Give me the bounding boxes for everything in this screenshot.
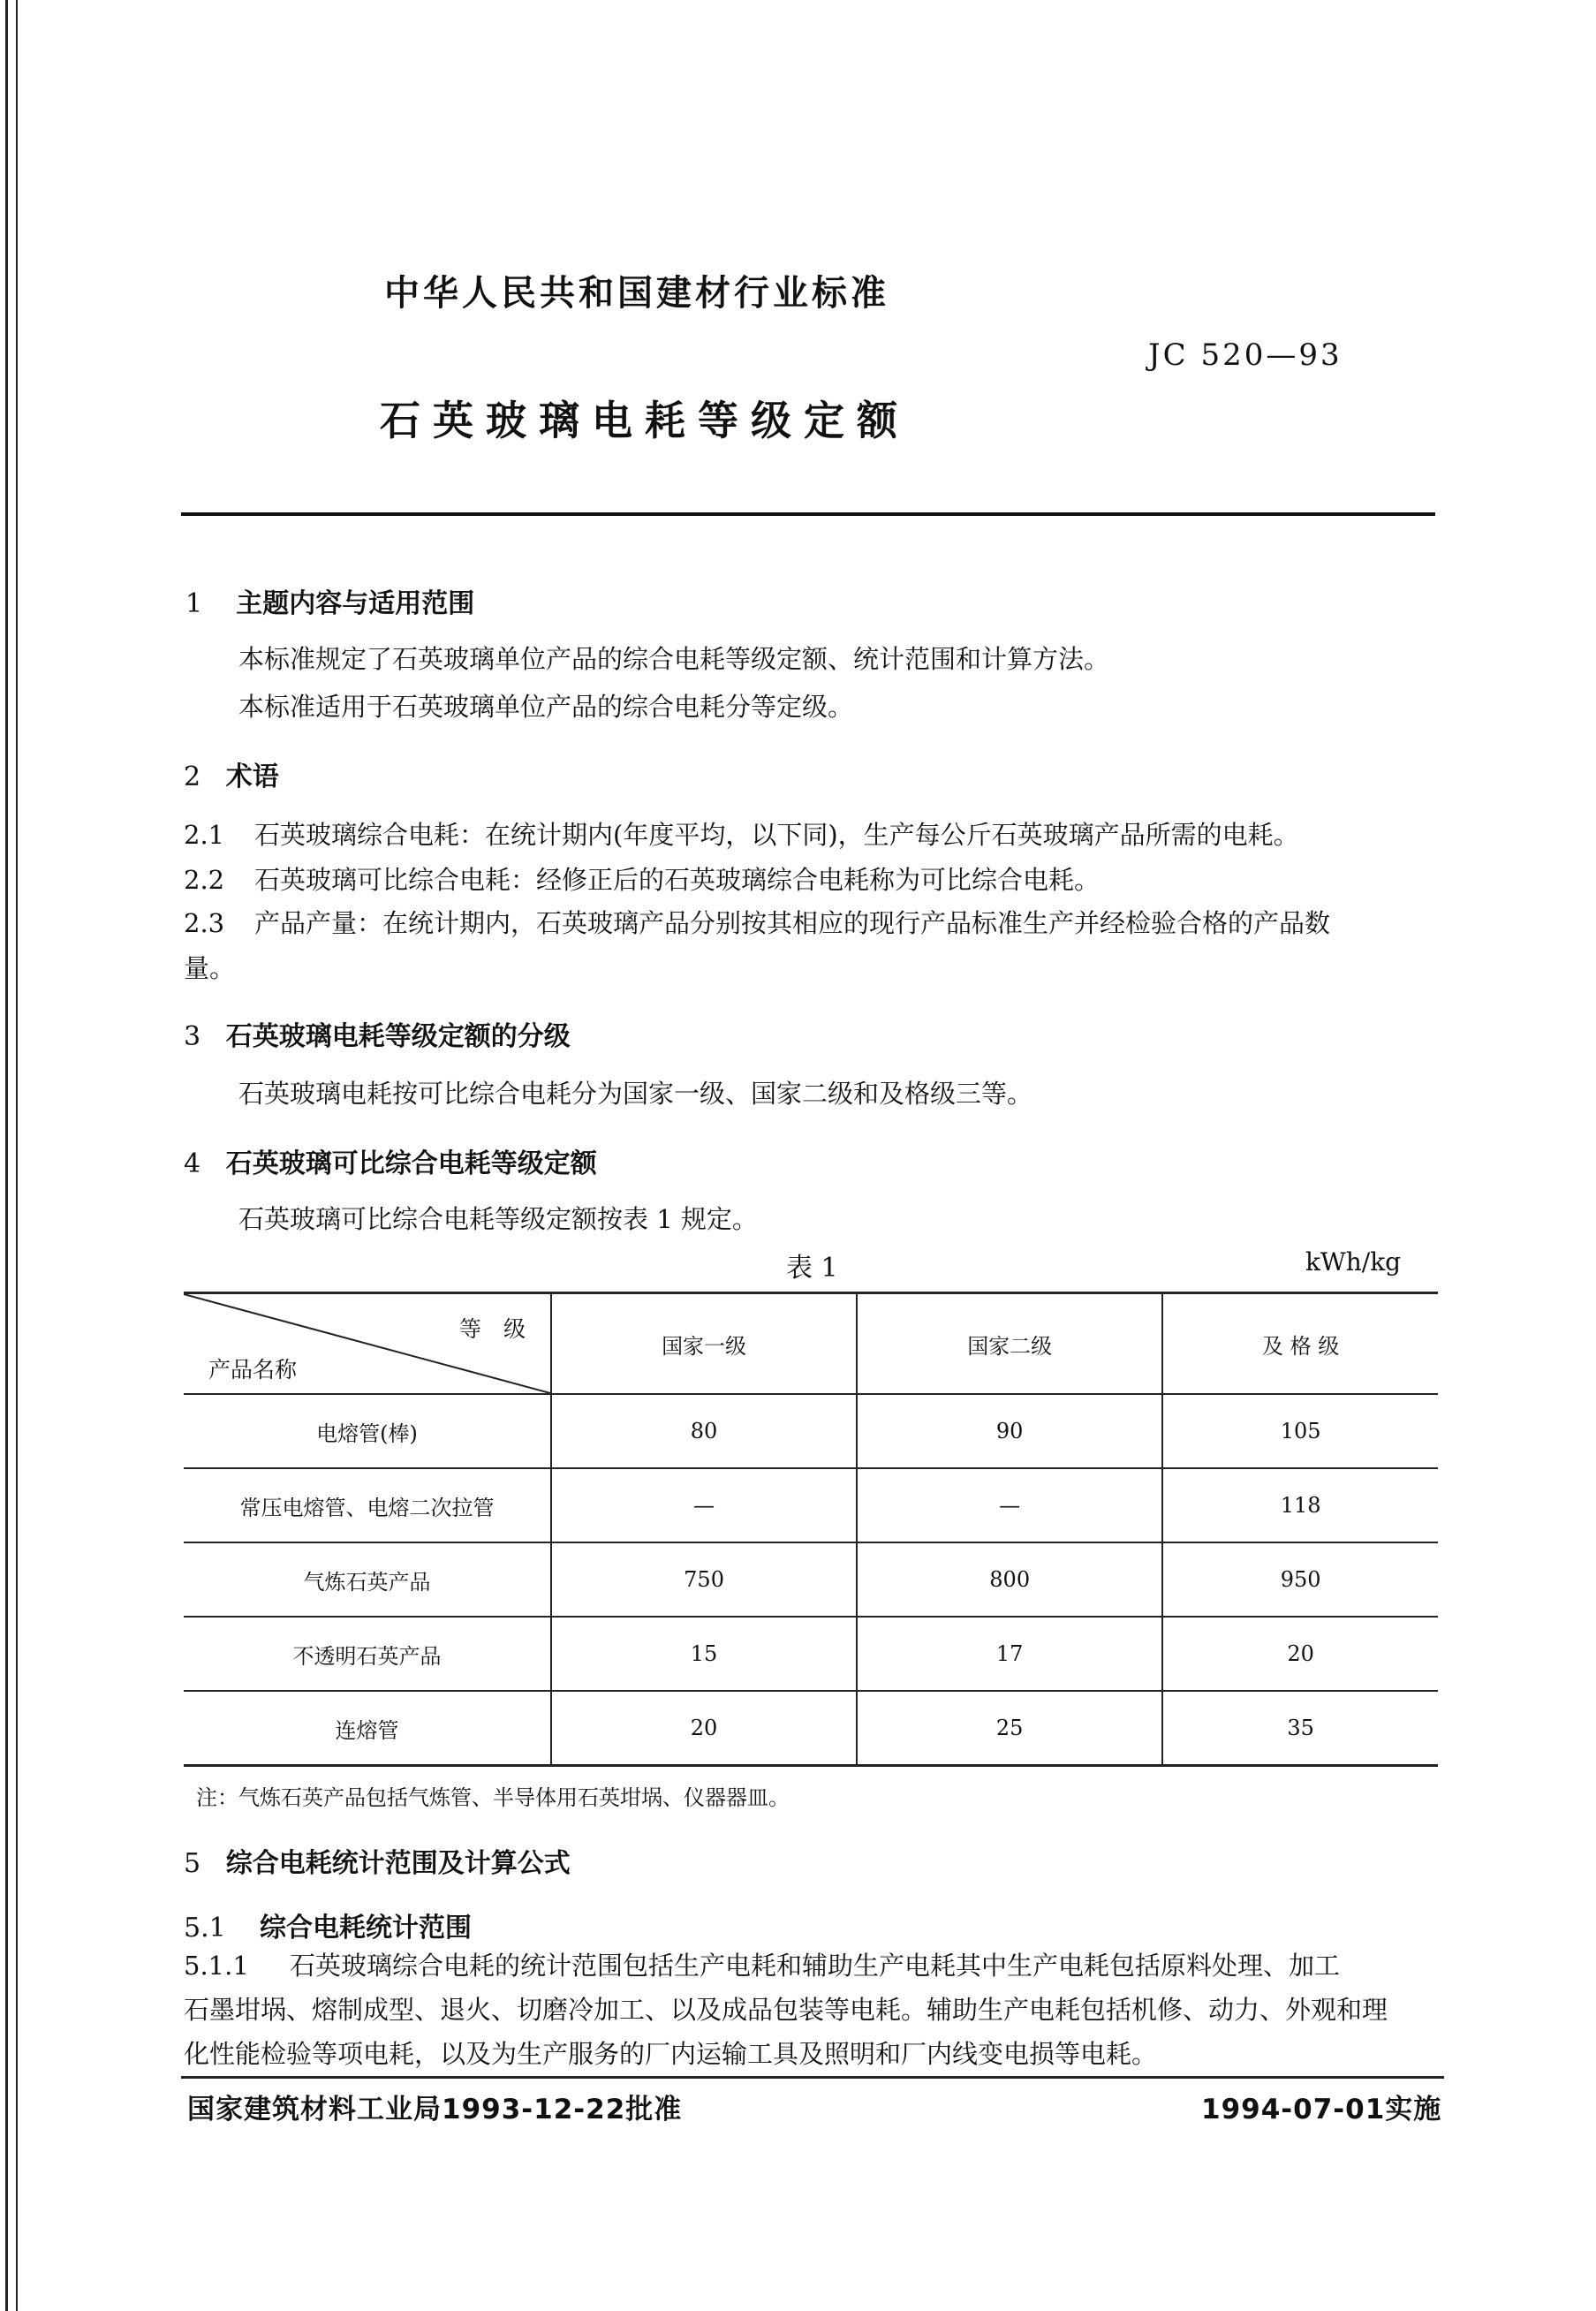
value-cell: 25 bbox=[857, 1691, 1162, 1766]
term-2-2 bbox=[184, 862, 1100, 898]
value-cell: 950 bbox=[1162, 1542, 1438, 1617]
section-number: 3 bbox=[184, 1021, 201, 1052]
section-2-heading bbox=[184, 754, 279, 793]
clause-number: 2.1 bbox=[184, 820, 225, 850]
table-header-row bbox=[184, 1293, 1438, 1395]
table-row bbox=[184, 1542, 1438, 1617]
value-cell: 105 bbox=[1162, 1394, 1438, 1468]
clause-text: 产品产量：在统计期内，石英玻璃产品分别按其相应的现行产品标准生产并经检验合格的产品数 bbox=[254, 908, 1331, 938]
table-note: 注：气炼石英产品包括气炼管、半导体用石英坩埚、仪器器皿。 bbox=[196, 1785, 790, 1810]
header-product-label: 产品名称 bbox=[208, 1357, 298, 1383]
subsection-5-1-heading bbox=[184, 1906, 472, 1944]
section-title: 综合电耗统计范围 bbox=[260, 1913, 472, 1944]
table-row bbox=[184, 1617, 1438, 1691]
term-2-1 bbox=[184, 817, 1299, 852]
table-row bbox=[184, 1394, 1438, 1468]
section-number: 2 bbox=[184, 761, 201, 792]
product-name: 不透明石英产品 bbox=[184, 1617, 551, 1691]
standard-category-title: 中华人民共和国建材行业标准 bbox=[384, 273, 889, 314]
value-cell: 20 bbox=[551, 1691, 857, 1766]
section-1-heading bbox=[185, 581, 474, 620]
term-2-3 bbox=[184, 905, 1330, 941]
table-caption: 表 1 bbox=[786, 1253, 838, 1284]
section-4-heading bbox=[184, 1141, 597, 1180]
section-title: 综合电耗统计范围及计算公式 bbox=[225, 1848, 571, 1879]
paragraph: 石英玻璃电耗按可比综合电耗分为国家一级、国家二级和及格级三等。 bbox=[238, 1079, 1033, 1109]
page-left-border bbox=[5, 0, 8, 2311]
value-cell: 800 bbox=[857, 1542, 1162, 1617]
clause-text: 石英玻璃综合电耗：在统计期内(年度平均，以下同)，生产每公斤石英玻璃产品所需的电耗。 bbox=[254, 820, 1299, 850]
value-cell: 118 bbox=[1162, 1468, 1438, 1542]
value-cell: 20 bbox=[1162, 1617, 1438, 1691]
column-header: 国家一级 bbox=[551, 1293, 857, 1395]
product-name: 气炼石英产品 bbox=[184, 1542, 551, 1617]
clause-text-continued: 量。 bbox=[184, 953, 236, 983]
clause-text: 石英玻璃综合电耗的统计范围包括生产电耗和辅助生产电耗其中生产电耗包括原料处理、加工 bbox=[290, 1951, 1341, 1981]
value-cell: 90 bbox=[857, 1394, 1162, 1468]
value-cell: 17 bbox=[857, 1617, 1162, 1691]
standard-code: JC 520—93 bbox=[1148, 337, 1343, 373]
section-number: 4 bbox=[184, 1148, 201, 1179]
section-number: 5 bbox=[184, 1848, 201, 1879]
paragraph: 石英玻璃可比综合电耗等级定额按表 1 规定。 bbox=[238, 1204, 758, 1234]
value-cell: 35 bbox=[1162, 1691, 1438, 1766]
column-header: 国家二级 bbox=[857, 1293, 1162, 1395]
table-row bbox=[184, 1691, 1438, 1766]
table-header-diagonal-cell bbox=[184, 1293, 551, 1395]
paragraph: 本标准规定了石英玻璃单位产品的综合电耗等级定额、统计范围和计算方法。 bbox=[238, 644, 1110, 674]
section-number: 5.1 bbox=[184, 1913, 226, 1944]
page-left-border-inner bbox=[16, 0, 18, 2311]
section-title: 主题内容与适用范围 bbox=[236, 588, 475, 619]
clause-5-1-1 bbox=[184, 1948, 1340, 1983]
product-name: 连熔管 bbox=[184, 1691, 551, 1766]
column-header: 及 格 级 bbox=[1162, 1293, 1438, 1395]
clause-number: 5.1.1 bbox=[184, 1951, 249, 1981]
section-title: 术语 bbox=[225, 761, 279, 792]
header-grade-label: 等 级 bbox=[458, 1316, 526, 1342]
document-title: 石英玻璃电耗等级定额 bbox=[380, 397, 910, 444]
product-name: 常压电熔管、电熔二次拉管 bbox=[184, 1468, 551, 1542]
section-3-heading bbox=[184, 1014, 571, 1053]
section-title: 石英玻璃电耗等级定额的分级 bbox=[225, 1021, 571, 1052]
value-cell: 80 bbox=[551, 1394, 857, 1468]
table-row bbox=[184, 1468, 1438, 1542]
value-cell: 750 bbox=[551, 1542, 857, 1617]
section-5-heading bbox=[184, 1841, 571, 1880]
table-unit: kWh/kg bbox=[1305, 1247, 1402, 1277]
approval-note: 国家建筑材料工业局1993-12-22批准 bbox=[187, 2094, 683, 2125]
value-cell: 15 bbox=[551, 1617, 857, 1691]
footer-rule bbox=[181, 2076, 1444, 2079]
clause-number: 2.3 bbox=[184, 908, 225, 938]
section-title: 石英玻璃可比综合电耗等级定额 bbox=[225, 1148, 597, 1179]
clause-text-continued: 化性能检验等项电耗，以及为生产服务的厂内运输工具及照明和厂内线变电损等电耗。 bbox=[184, 2039, 1158, 2069]
product-name: 电熔管(棒) bbox=[184, 1394, 551, 1468]
paragraph: 本标准适用于石英玻璃单位产品的综合电耗分等定级。 bbox=[238, 692, 854, 722]
clause-number: 2.2 bbox=[184, 865, 225, 895]
energy-quota-table bbox=[184, 1292, 1438, 1767]
clause-text: 石英玻璃可比综合电耗：经修正后的石英玻璃综合电耗称为可比综合电耗。 bbox=[254, 865, 1101, 895]
clause-text-continued: 石墨坩埚、熔制成型、退火、切磨冷加工、以及成品包装等电耗。辅助生产电耗包括机修、动力、外观和理 bbox=[184, 1995, 1388, 2025]
section-number: 1 bbox=[185, 588, 203, 619]
value-cell: — bbox=[857, 1468, 1162, 1542]
title-rule bbox=[181, 512, 1435, 516]
value-cell: — bbox=[551, 1468, 857, 1542]
effective-date: 1994-07-01实施 bbox=[1201, 2094, 1442, 2125]
